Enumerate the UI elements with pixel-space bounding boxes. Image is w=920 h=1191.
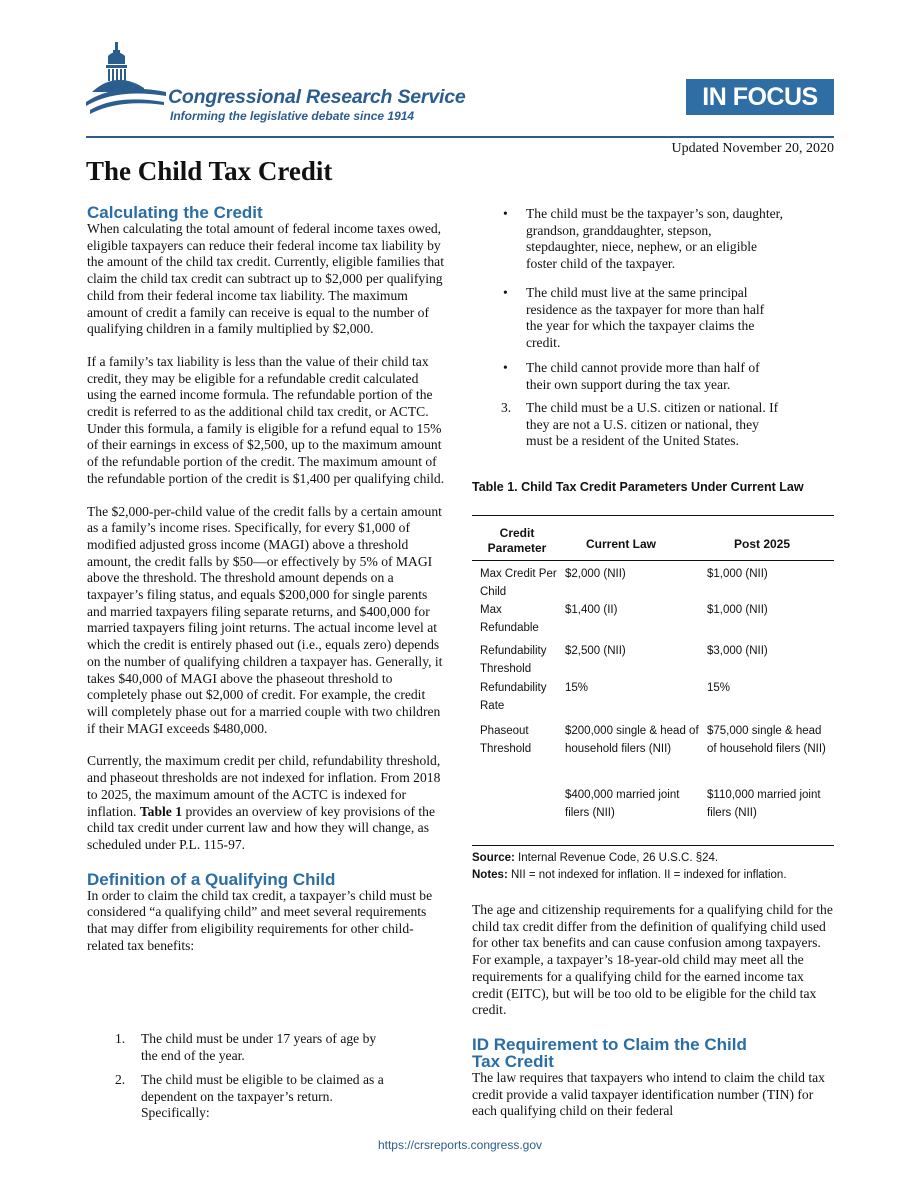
bullet-2: The child must live at the same principal residence as the taxpayer for more than half the year for which the taxpayer claims the credit. <box>526 285 765 351</box>
source-label: Source: <box>472 852 515 864</box>
bullet-3-marker: • <box>503 360 508 375</box>
heading-id-requirement: ID Requirement to Claim the Child Tax Credit <box>472 1034 747 1071</box>
footer-url[interactable]: https://crsreports.congress.gov <box>377 1138 543 1152</box>
table-header-parameter: Credit Parameter <box>487 526 547 555</box>
table-cell: 15% <box>707 682 731 694</box>
table-cell: $2,000 (NII) <box>565 568 626 580</box>
table-top-rule <box>472 515 834 516</box>
table-cell: Phaseout Threshold <box>480 725 532 755</box>
table-cell: $1,000 (NII) <box>707 604 768 616</box>
left-column <box>87 204 449 954</box>
list-item-3: The child must be a U.S. citizen or national. If they are not a U.S. citizen or national, they must be a resident of the United States. <box>526 400 779 449</box>
table-cell: Refundability Threshold <box>480 645 547 675</box>
bullet-1: The child must be the taxpayer’s son, daughter, grandson, granddaughter, stepson, stepdaughter, niece, nephew, or an eligible foster child of the taxpayer. <box>526 206 784 272</box>
notes-text: NII = not indexed for inflation. II = indexed for inflation. <box>510 869 787 881</box>
list-number-3: 3. <box>501 400 512 415</box>
table-cell: $75,000 single & head of household filers (NII) <box>707 725 826 755</box>
page-title: The Child Tax Credit <box>86 156 333 186</box>
org-tagline: Informing the legislative debate since 1914 <box>170 109 415 123</box>
paragraph-5: In order to claim the child tax credit, a taxpayer’s child must be considered “a qualifying child” and meet several requirements that may differ from eligibility requirements for other child-related tax benefits: <box>87 887 433 953</box>
heading-definition: Definition of a Qualifying Child <box>87 869 336 889</box>
table-cell: 15% <box>565 682 589 694</box>
table-caption: Table 1. Child Tax Credit Parameters Under Current Law <box>472 480 804 494</box>
paragraph-4-text-b: provides an overview of key provisions of the child tax credit under current law and how they will change, as scheduled under P.L. 115-97. <box>87 803 435 852</box>
org-name: Congressional Research Service <box>168 86 466 108</box>
list-item-2: The child must be eligible to be claimed as a dependent on the taxpayer’s return. Specifically: <box>141 1072 384 1121</box>
paragraph-4-text-a: Currently, the maximum credit per child, refundability threshold, and phaseout thresholds are not indexed for inflation. From 2018 to 2025, the maximum amount of the ACTC is indexed for inflation. <box>87 753 441 819</box>
right-column-body <box>472 902 834 1120</box>
table-cell: $1,000 (NII) <box>707 568 768 580</box>
paragraph-3: The $2,000-per-child value of the credit falls by a certain amount as a family’s income rises. Specifically, for every $1,000 of modified adjusted gross income (MAGI) above a threshold amount, the credit falls by $50—or effectively by 5% of MAGI above the threshold. The threshold amount depends on a taxpayer’s filing status, and equals $200,000 for single parents and married taxpayers filing separate returns, and $400,000 for married taxpayers filing joint returns. The actual income level at which the credit is entirely phased out (i.e., equals zero) depends on the number of qualifying children a taxpayer has. Generally, it takes $40,000 of MAGI above the phaseout threshold to completely phase out $2,000 of credit. For example, the credit will completely phase out for a married couple with two children if their MAGI exceeds $480,000. <box>87 503 443 736</box>
table-1-ref: Table 1 <box>139 803 183 819</box>
list-number-2: 2. <box>115 1072 126 1087</box>
bullet-2-marker: • <box>503 285 508 300</box>
table-bottom-rule <box>472 845 834 846</box>
table-cell: $200,000 single & head of household filers (NII) <box>565 725 699 755</box>
table-header-current: Current Law <box>586 537 657 551</box>
bullet-3: The child cannot provide more than half of their own support during the tax year. <box>526 360 760 392</box>
header-rule <box>86 136 834 138</box>
paragraph-4 <box>87 753 449 853</box>
table-cell: $3,000 (NII) <box>707 645 768 657</box>
notes-label: Notes: <box>472 869 508 881</box>
table-cell: Max Refundable <box>480 604 539 634</box>
source-text: Internal Revenue Code, 26 U.S.C. §24. <box>518 852 719 864</box>
table-cell: Max Credit Per Child <box>480 568 557 598</box>
table-header-post: Post 2025 <box>734 537 791 551</box>
table-cell: $110,000 married joint filers (NII) <box>707 789 821 819</box>
paragraph-6: The age and citizenship requirements for a qualifying child for the child tax credit differ from the definition of qualifying child used for other tax benefits and can cause confusion among taxpayers. For example, a taxpayer’s 18-year-old child may meet all the requirements for a qualifying child for the earned income tax credit (EITC), but will be too old to be eligible for the child tax credit. <box>472 902 833 1018</box>
in-focus-badge: IN FOCUS <box>686 79 834 115</box>
updated-date: Updated November 20, 2020 <box>671 141 834 156</box>
table-cell: $2,500 (NII) <box>565 645 626 657</box>
paragraph-1: When calculating the total amount of federal income taxes owed, eligible taxpayers can reduce their federal income tax liability by the amount of the child tax credit. Currently, eligible families that claim the child tax credit can subtract up to $2,000 per qualifying child from their federal income tax liability. The maximum amount of credit a family can receive is equal to the number of qualifying children in a family multiplied by $2,000. <box>87 221 444 337</box>
table-cell: $1,400 (II) <box>565 604 618 616</box>
capitol-dome-icon <box>84 42 166 122</box>
table-cell: Refundability Rate <box>480 682 547 712</box>
table-notes <box>472 868 787 883</box>
list-number-1: 1. <box>115 1031 126 1046</box>
list-item-1: The child must be under 17 years of age by the end of the year. <box>141 1031 377 1063</box>
table-source <box>472 851 718 866</box>
paragraph-7: The law requires that taxpayers who intend to claim the child tax credit provide a valid taxpayer identification number (TIN) for each qualifying child on their federal <box>472 1069 825 1119</box>
bullet-1-marker: • <box>503 206 508 221</box>
paragraph-2: If a family’s tax liability is less than the value of their child tax credit, they may be eligible for a refundable credit calculated using the earned income formula. The refundable portion of the credit is referred to as the additional child tax credit, or ACTC. Under this formula, a family is eligible for a refund equal to 15% of their earnings in excess of $2,500, up to the maximum amount of the refundable portion of the credit. The maximum amount of the refundable portion of the credit is $1,400 per qualifying child. <box>87 353 445 486</box>
table-cell: $400,000 married joint filers (NII) <box>565 789 680 819</box>
heading-calculating: Calculating the Credit <box>87 203 263 222</box>
table-header-rule <box>472 560 834 561</box>
